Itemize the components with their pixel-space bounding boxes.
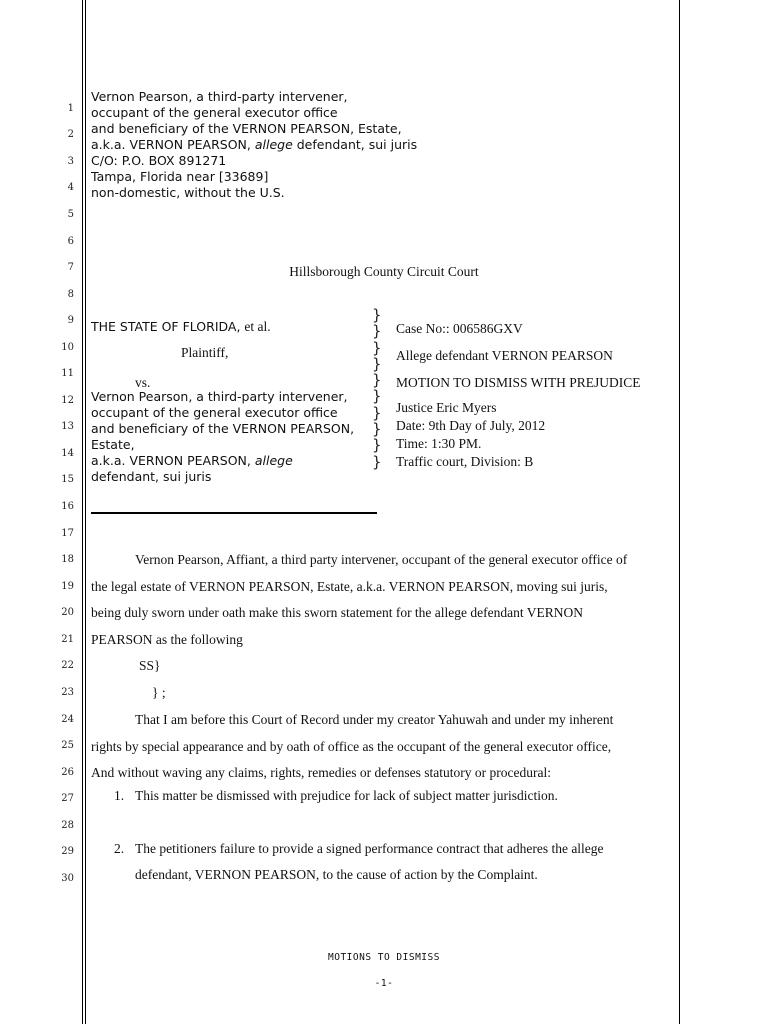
bracket-glyph: } xyxy=(372,371,382,390)
caption-left xyxy=(91,318,376,485)
line-number: 9 xyxy=(67,315,74,326)
allege-italic: allege xyxy=(254,453,293,468)
header-line: C/O: P.O. BOX 891271 xyxy=(91,153,227,168)
bracket-glyph: } xyxy=(372,354,382,373)
line-number: 18 xyxy=(61,554,74,565)
header-line: a.k.a. VERNON PEARSON, allege defendant, sui juris xyxy=(91,137,418,152)
header-address-block xyxy=(91,89,571,201)
paragraph-line: That I am before this Court of Record under my creator Yahuwah and under my inherent xyxy=(135,712,614,727)
affiant-paragraph xyxy=(91,547,681,707)
caption-brackets xyxy=(372,307,384,470)
versus: vs. xyxy=(135,375,151,390)
left-margin-line-outer xyxy=(82,0,83,1024)
bracket-glyph: } xyxy=(372,436,382,455)
list-item-text: The petitioners failure to provide a signed performance contract that adheres the allege xyxy=(135,841,604,856)
line-number: 29 xyxy=(61,846,74,857)
defendant-caption: Vernon Pearson, a third-party intervener, occupant of the general executor office and beneficiary of the VERNON PEARSON, Estate, a.k.a. VERNON PEARSON, allege defendant, sui juris xyxy=(91,389,355,484)
court-name: Hillsborough County Circuit Court xyxy=(289,264,479,279)
line-number: 11 xyxy=(61,368,74,379)
list-item-number: 2. xyxy=(114,841,125,856)
line-number: 23 xyxy=(61,687,74,698)
line-number: 7 xyxy=(67,262,74,273)
caption-separator xyxy=(91,512,377,514)
paragraph-line: being duly sworn under oath make this sworn statement for the allege defendant VERNON xyxy=(91,605,584,621)
line-number: 25 xyxy=(61,740,74,751)
line-number: 10 xyxy=(61,342,74,353)
court-division: Traffic court, Division: B xyxy=(396,454,534,469)
header-line: Tampa, Florida near [33689] xyxy=(91,169,269,184)
list-item-text: defendant, VERNON PEARSON, to the cause of action by the Complaint. xyxy=(135,867,538,882)
line-number: 15 xyxy=(61,474,74,485)
line-number: 16 xyxy=(61,501,74,512)
ss-line-2: } ; xyxy=(152,684,166,700)
paragraph-line: rights by special appearance and by oath of office as the occupant of the general executor office, xyxy=(91,738,612,754)
page-number: -1- xyxy=(374,978,394,989)
bracket-glyph: } xyxy=(372,338,382,357)
line-number: 28 xyxy=(61,820,74,831)
justice: Justice Eric Myers xyxy=(396,400,497,415)
line-number: 2 xyxy=(67,129,74,140)
left-margin-line-inner xyxy=(85,0,86,1024)
paragraph-line: the legal estate of VERNON PEARSON, Estate, a.k.a. VERNON PEARSON, moving sui juris, xyxy=(91,578,608,594)
line-number: 4 xyxy=(67,182,74,193)
paragraph-line: And without waving any claims, rights, remedies or defenses statutory or procedural: xyxy=(91,765,552,781)
header-line: Vernon Pearson, a third-party intervener, xyxy=(91,89,348,104)
line-number: 14 xyxy=(61,448,74,459)
line-number: 5 xyxy=(67,209,74,220)
line-number: 1 xyxy=(67,103,74,114)
bracket-glyph: } xyxy=(372,420,382,439)
paragraph-line: PEARSON as the following xyxy=(91,631,243,647)
header-line: occupant of the general executor office xyxy=(91,105,338,120)
caption-right xyxy=(396,320,696,471)
line-number: 3 xyxy=(67,156,74,167)
line-number: 22 xyxy=(61,660,74,671)
list-item-number: 1. xyxy=(114,788,125,803)
paragraph-line: Vernon Pearson, Affiant, a third party intervener, occupant of the general executor office of xyxy=(135,552,628,567)
line-number: 8 xyxy=(67,289,74,300)
line-number: 26 xyxy=(61,767,74,778)
header-line: non-domestic, without the U.S. xyxy=(91,185,285,200)
line-number: 12 xyxy=(61,395,74,406)
line-number: 24 xyxy=(61,714,74,725)
ss-line: SS} xyxy=(139,658,161,674)
allege-defendant: Allege defendant VERNON PEARSON xyxy=(396,348,613,363)
court-of-record-paragraph xyxy=(91,707,681,787)
allege-italic: allege xyxy=(254,137,293,152)
hearing-time: Time: 1:30 PM. xyxy=(396,436,482,451)
line-number: 27 xyxy=(61,793,74,804)
line-number: 6 xyxy=(67,236,74,247)
line-number: 20 xyxy=(61,607,74,618)
list-item-text: This matter be dismissed with prejudice for lack of subject matter jurisdiction. xyxy=(135,788,558,803)
plaintiff-line: THE STATE OF FLORIDA, et al. xyxy=(91,319,271,334)
line-number: 21 xyxy=(61,634,74,645)
line-number: 17 xyxy=(61,528,74,539)
footer-title: MOTIONS TO DISMISS xyxy=(328,952,440,963)
bracket-glyph: } xyxy=(372,306,382,324)
hearing-date: Date: 9th Day of July, 2012 xyxy=(396,418,546,433)
header-line: and beneficiary of the VERNON PEARSON, Estate, xyxy=(91,121,402,136)
bracket-glyph: } xyxy=(372,322,382,341)
line-number: 30 xyxy=(61,873,74,884)
bracket-glyph: } xyxy=(372,403,382,422)
right-margin-line xyxy=(679,0,680,1024)
motion-title: MOTION TO DISMISS WITH PREJUDICE xyxy=(396,375,641,390)
bracket-glyph: } xyxy=(372,452,382,471)
bracket-glyph: } xyxy=(372,387,382,406)
line-number: 13 xyxy=(61,421,74,432)
plaintiff-role: Plaintiff, xyxy=(181,345,229,360)
case-number: Case No:: 006586GXV xyxy=(396,321,523,336)
line-number: 19 xyxy=(61,581,74,592)
